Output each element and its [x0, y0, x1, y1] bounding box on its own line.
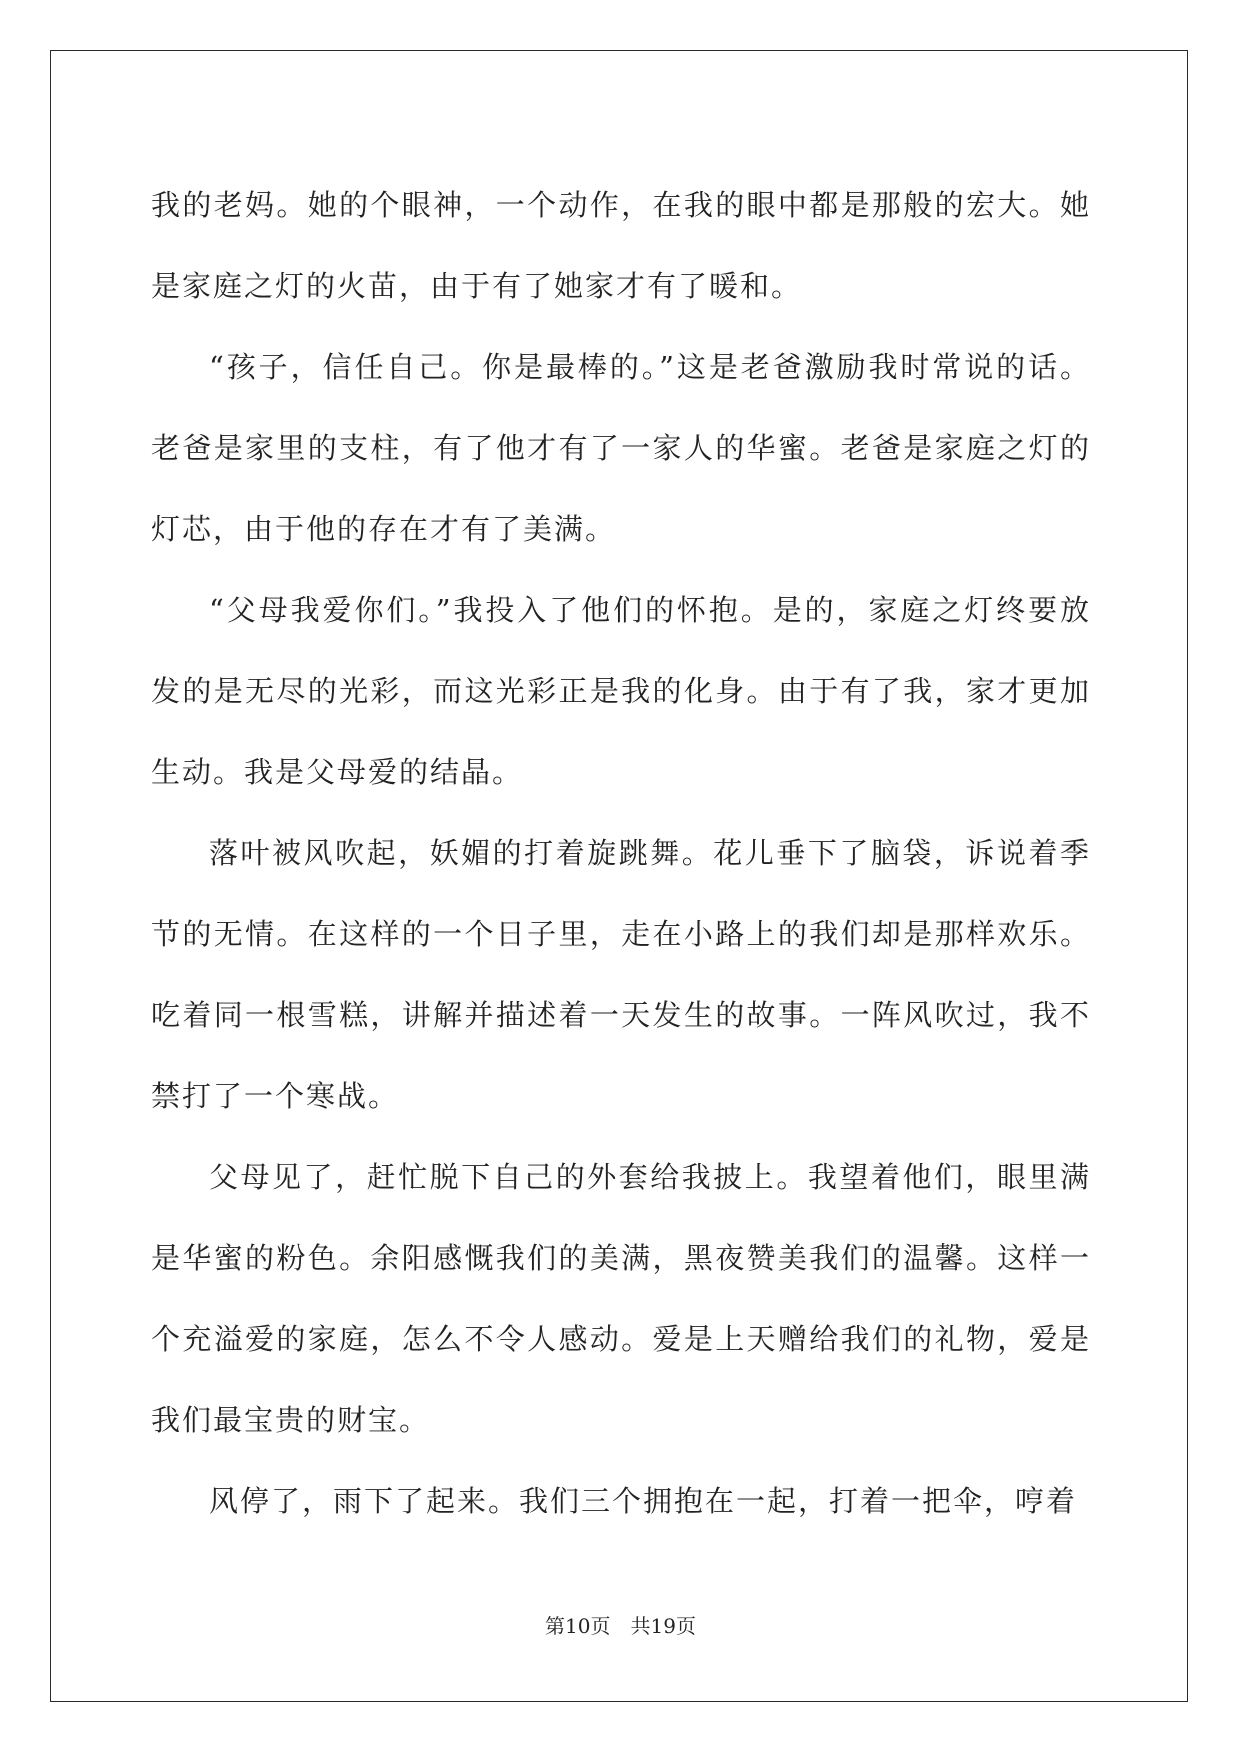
paragraph-1: 我的老妈。她的个眼神，一个动作，在我的眼中都是那般的宏大。她是家庭之灯的火苗，由于有了她家才有了暖和。 — [151, 188, 1091, 303]
paragraph-2: “孩子，信任自己。你是最棒的。”这是老爸激励我时常说的话。老爸是家里的支柱，有了他才有了一家人的华蜜。老爸是家庭之灯的灯芯，由于他的存在才有了美满。 — [151, 350, 1091, 546]
document-body — [151, 165, 1091, 1542]
paragraph-5: 父母见了，赶忙脱下自己的外套给我披上。我望着他们，眼里满是华蜜的粉色。余阳感慨我们的美满，黑夜赞美我们的温馨。这样一个充溢爱的家庭，怎么不令人感动。爱是上天赠给我们的礼物，爱是我们最宝贵的财宝。 — [151, 1160, 1091, 1437]
total-pages: 共19页 — [630, 1614, 696, 1638]
paragraph-3: “父母我爱你们。”我投入了他们的怀抱。是的，家庭之灯终要放发的是无尽的光彩，而这光彩正是我的化身。由于有了我，家才更加生动。我是父母爱的结晶。 — [151, 593, 1091, 789]
page-footer — [0, 1610, 1241, 1639]
page-number: 第10页 — [545, 1614, 611, 1638]
paragraph-4: 落叶被风吹起，妖媚的打着旋跳舞。花儿垂下了脑袋，诉说着季节的无情。在这样的一个日子里，走在小路上的我们却是那样欢乐。吃着同一根雪糕，讲解并描述着一天发生的故事。一阵风吹过，我不禁打了一个寒战。 — [151, 836, 1091, 1113]
paragraph-6: 风停了，雨下了起来。我们三个拥抱在一起，打着一把伞，哼着 — [209, 1484, 1078, 1518]
